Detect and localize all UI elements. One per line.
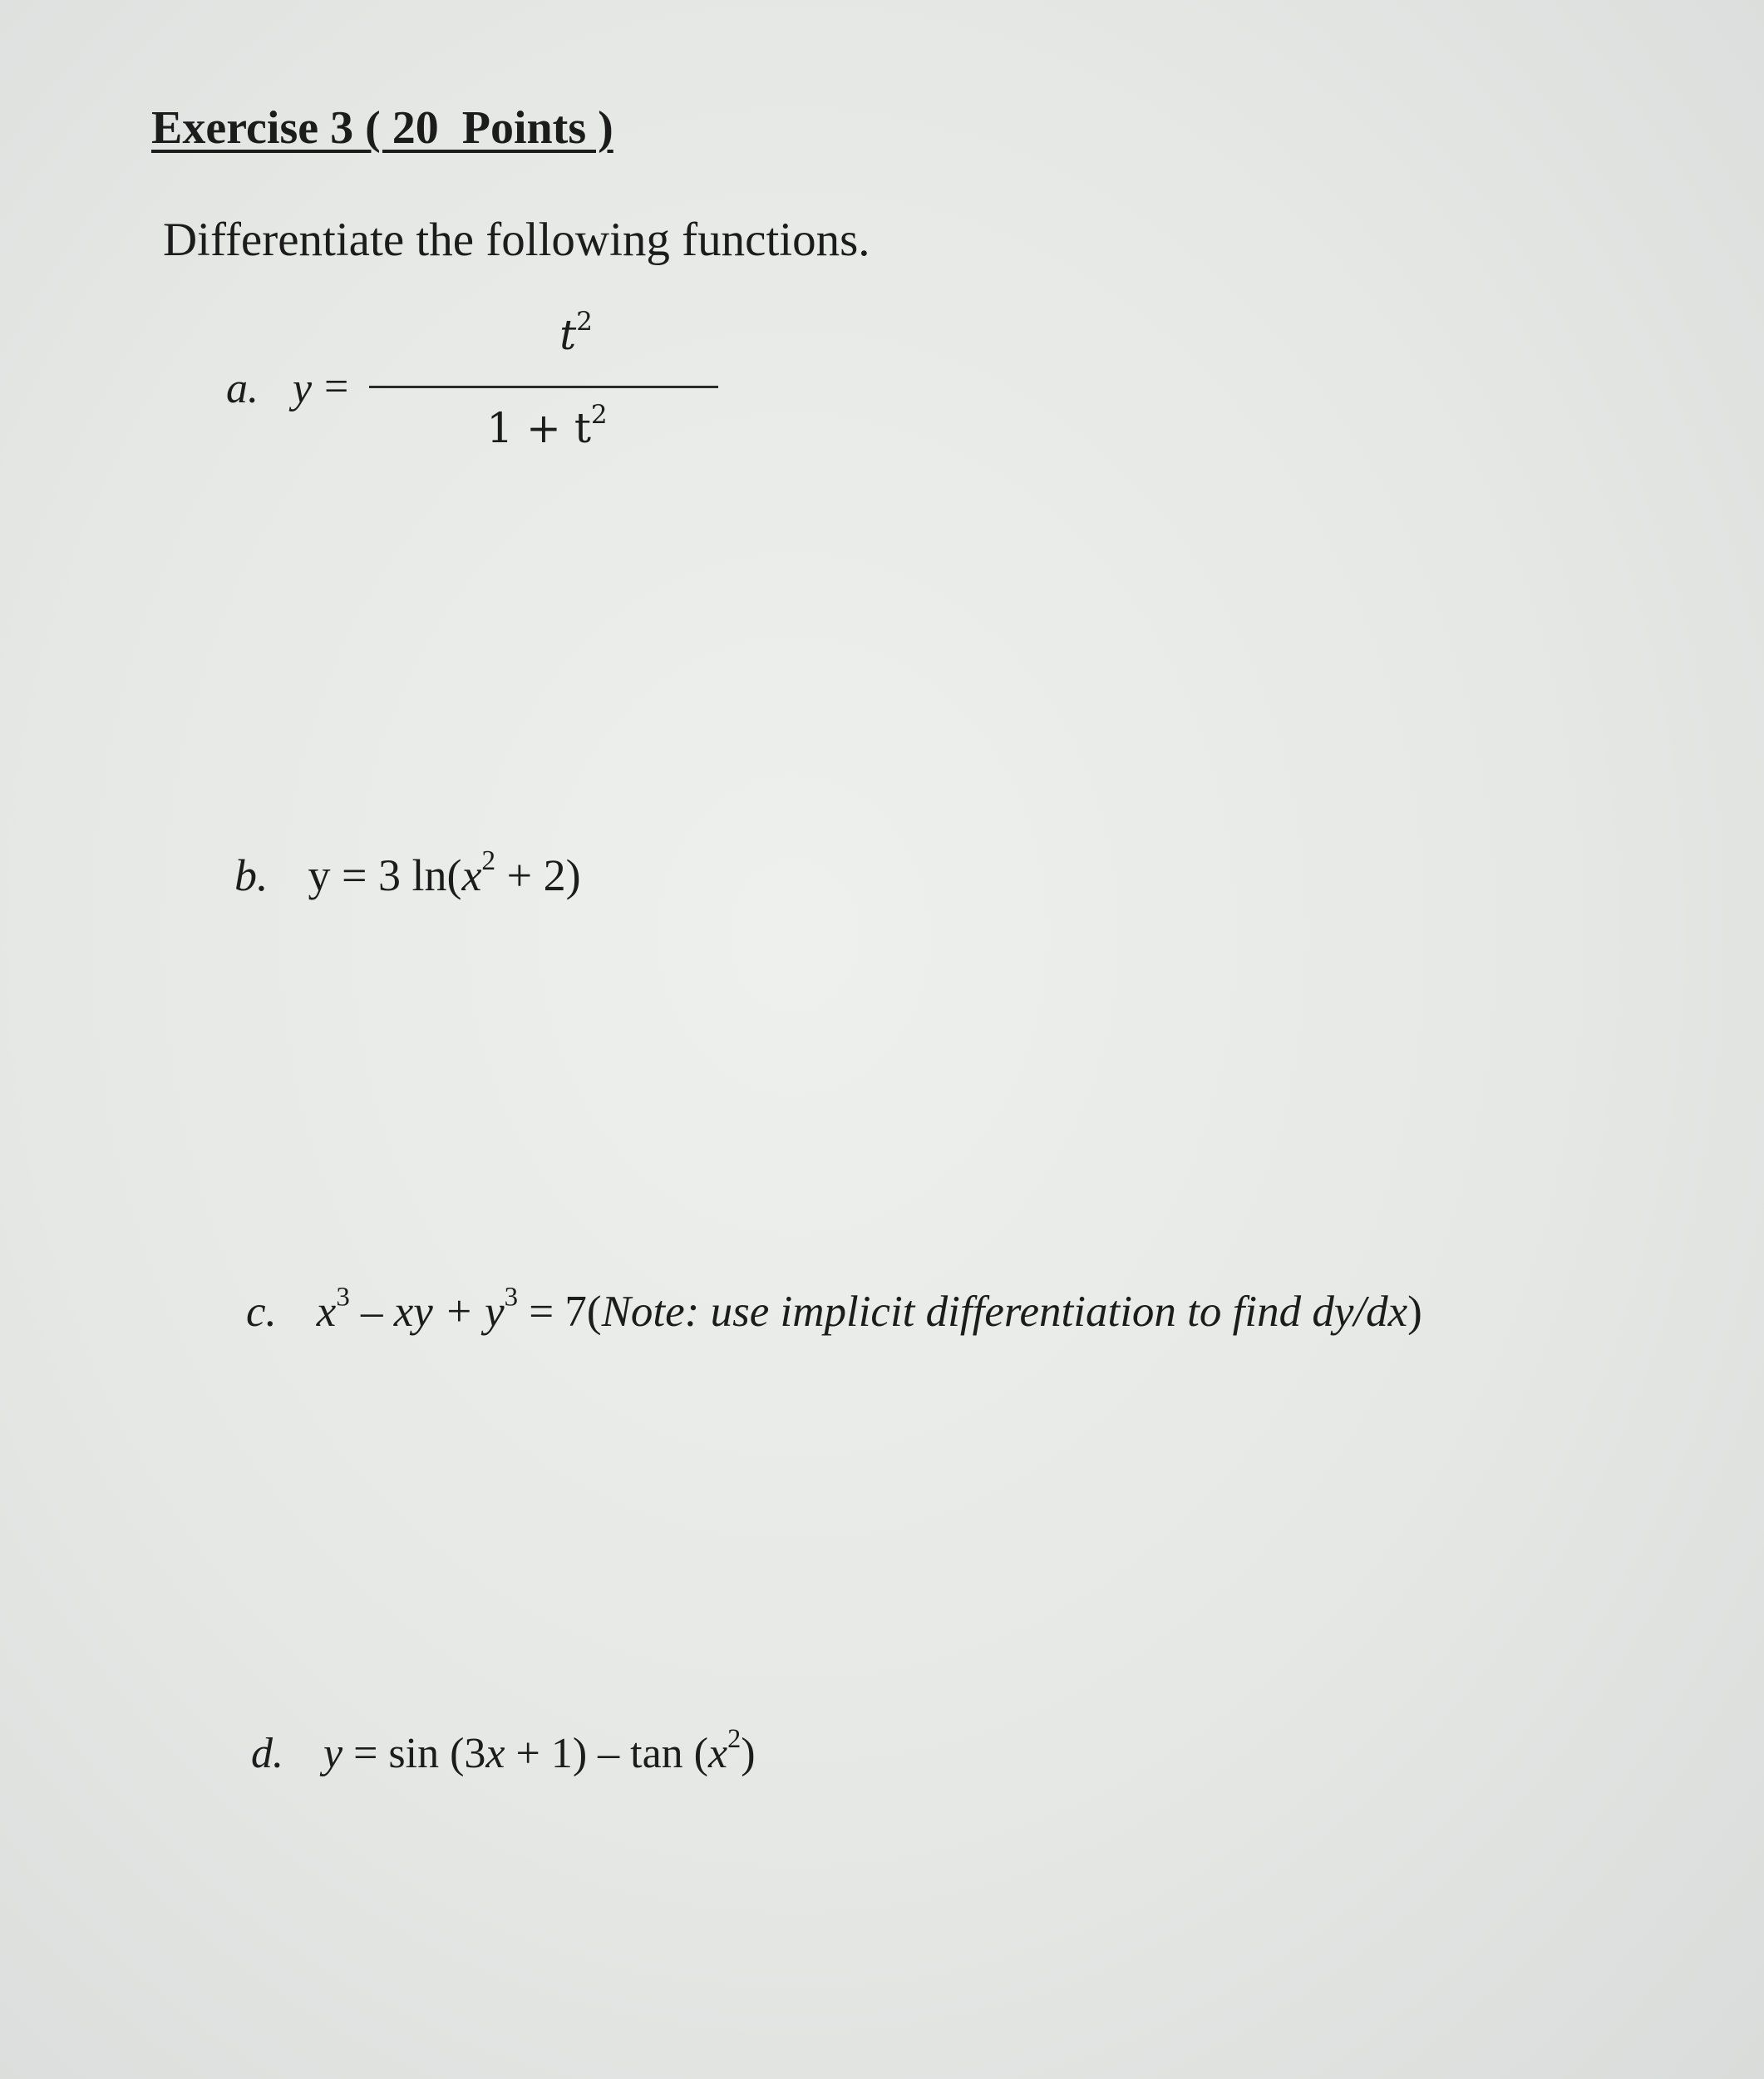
item-c-x: x [316, 1288, 337, 1336]
item-b-expr-part1: y = 3 ln( [308, 850, 462, 900]
item-b-var: x [461, 850, 482, 900]
item-d-part3: ) [741, 1730, 756, 1777]
item-c-middle: – xy + [349, 1288, 485, 1336]
item-c-exponent-2: 3 [504, 1282, 519, 1313]
item-d-label: d. [251, 1730, 283, 1777]
item-a-fraction [361, 306, 733, 555]
exercise-title: Exercise 3 ( 20 Points ) [151, 102, 613, 154]
item-b-exponent: 2 [481, 845, 496, 876]
denominator-exponent: 2 [590, 399, 608, 430]
item-d-x: x [485, 1730, 505, 1777]
item-d-exponent: 2 [727, 1722, 742, 1753]
item-d [251, 1722, 756, 1778]
item-d-part2: + 1) – tan ( [505, 1730, 709, 1777]
fraction-bar [369, 386, 718, 388]
item-c-equals: = 7( [518, 1288, 602, 1336]
item-b [234, 845, 581, 901]
item-a-lhs: y [293, 365, 313, 412]
item-a-label: a. [226, 365, 259, 412]
item-c-close: ) [1407, 1288, 1422, 1336]
numerator-base: t [559, 311, 577, 359]
item-a-equals: = [324, 363, 349, 411]
item-c-note: Note: use implicit differentiation to find dy/dx [601, 1288, 1408, 1336]
fraction-denominator [361, 399, 733, 452]
instruction-text: Differentiate the following functions. [163, 214, 870, 266]
item-c-exponent-1: 3 [336, 1282, 350, 1313]
item-a [226, 306, 608, 456]
item-d-part1: = sin (3 [342, 1730, 486, 1777]
item-b-expr-part2: + 2) [495, 850, 581, 900]
numerator-exponent: 2 [576, 306, 593, 337]
item-d-x2: x [708, 1730, 728, 1777]
denominator-text: 1 + t [486, 404, 591, 452]
item-c [246, 1282, 1422, 1337]
item-c-y: y [485, 1288, 505, 1336]
item-b-label: b. [234, 850, 269, 900]
fraction-numerator [361, 306, 733, 359]
item-c-label: c. [246, 1288, 277, 1336]
item-d-lhs: y [323, 1730, 343, 1777]
